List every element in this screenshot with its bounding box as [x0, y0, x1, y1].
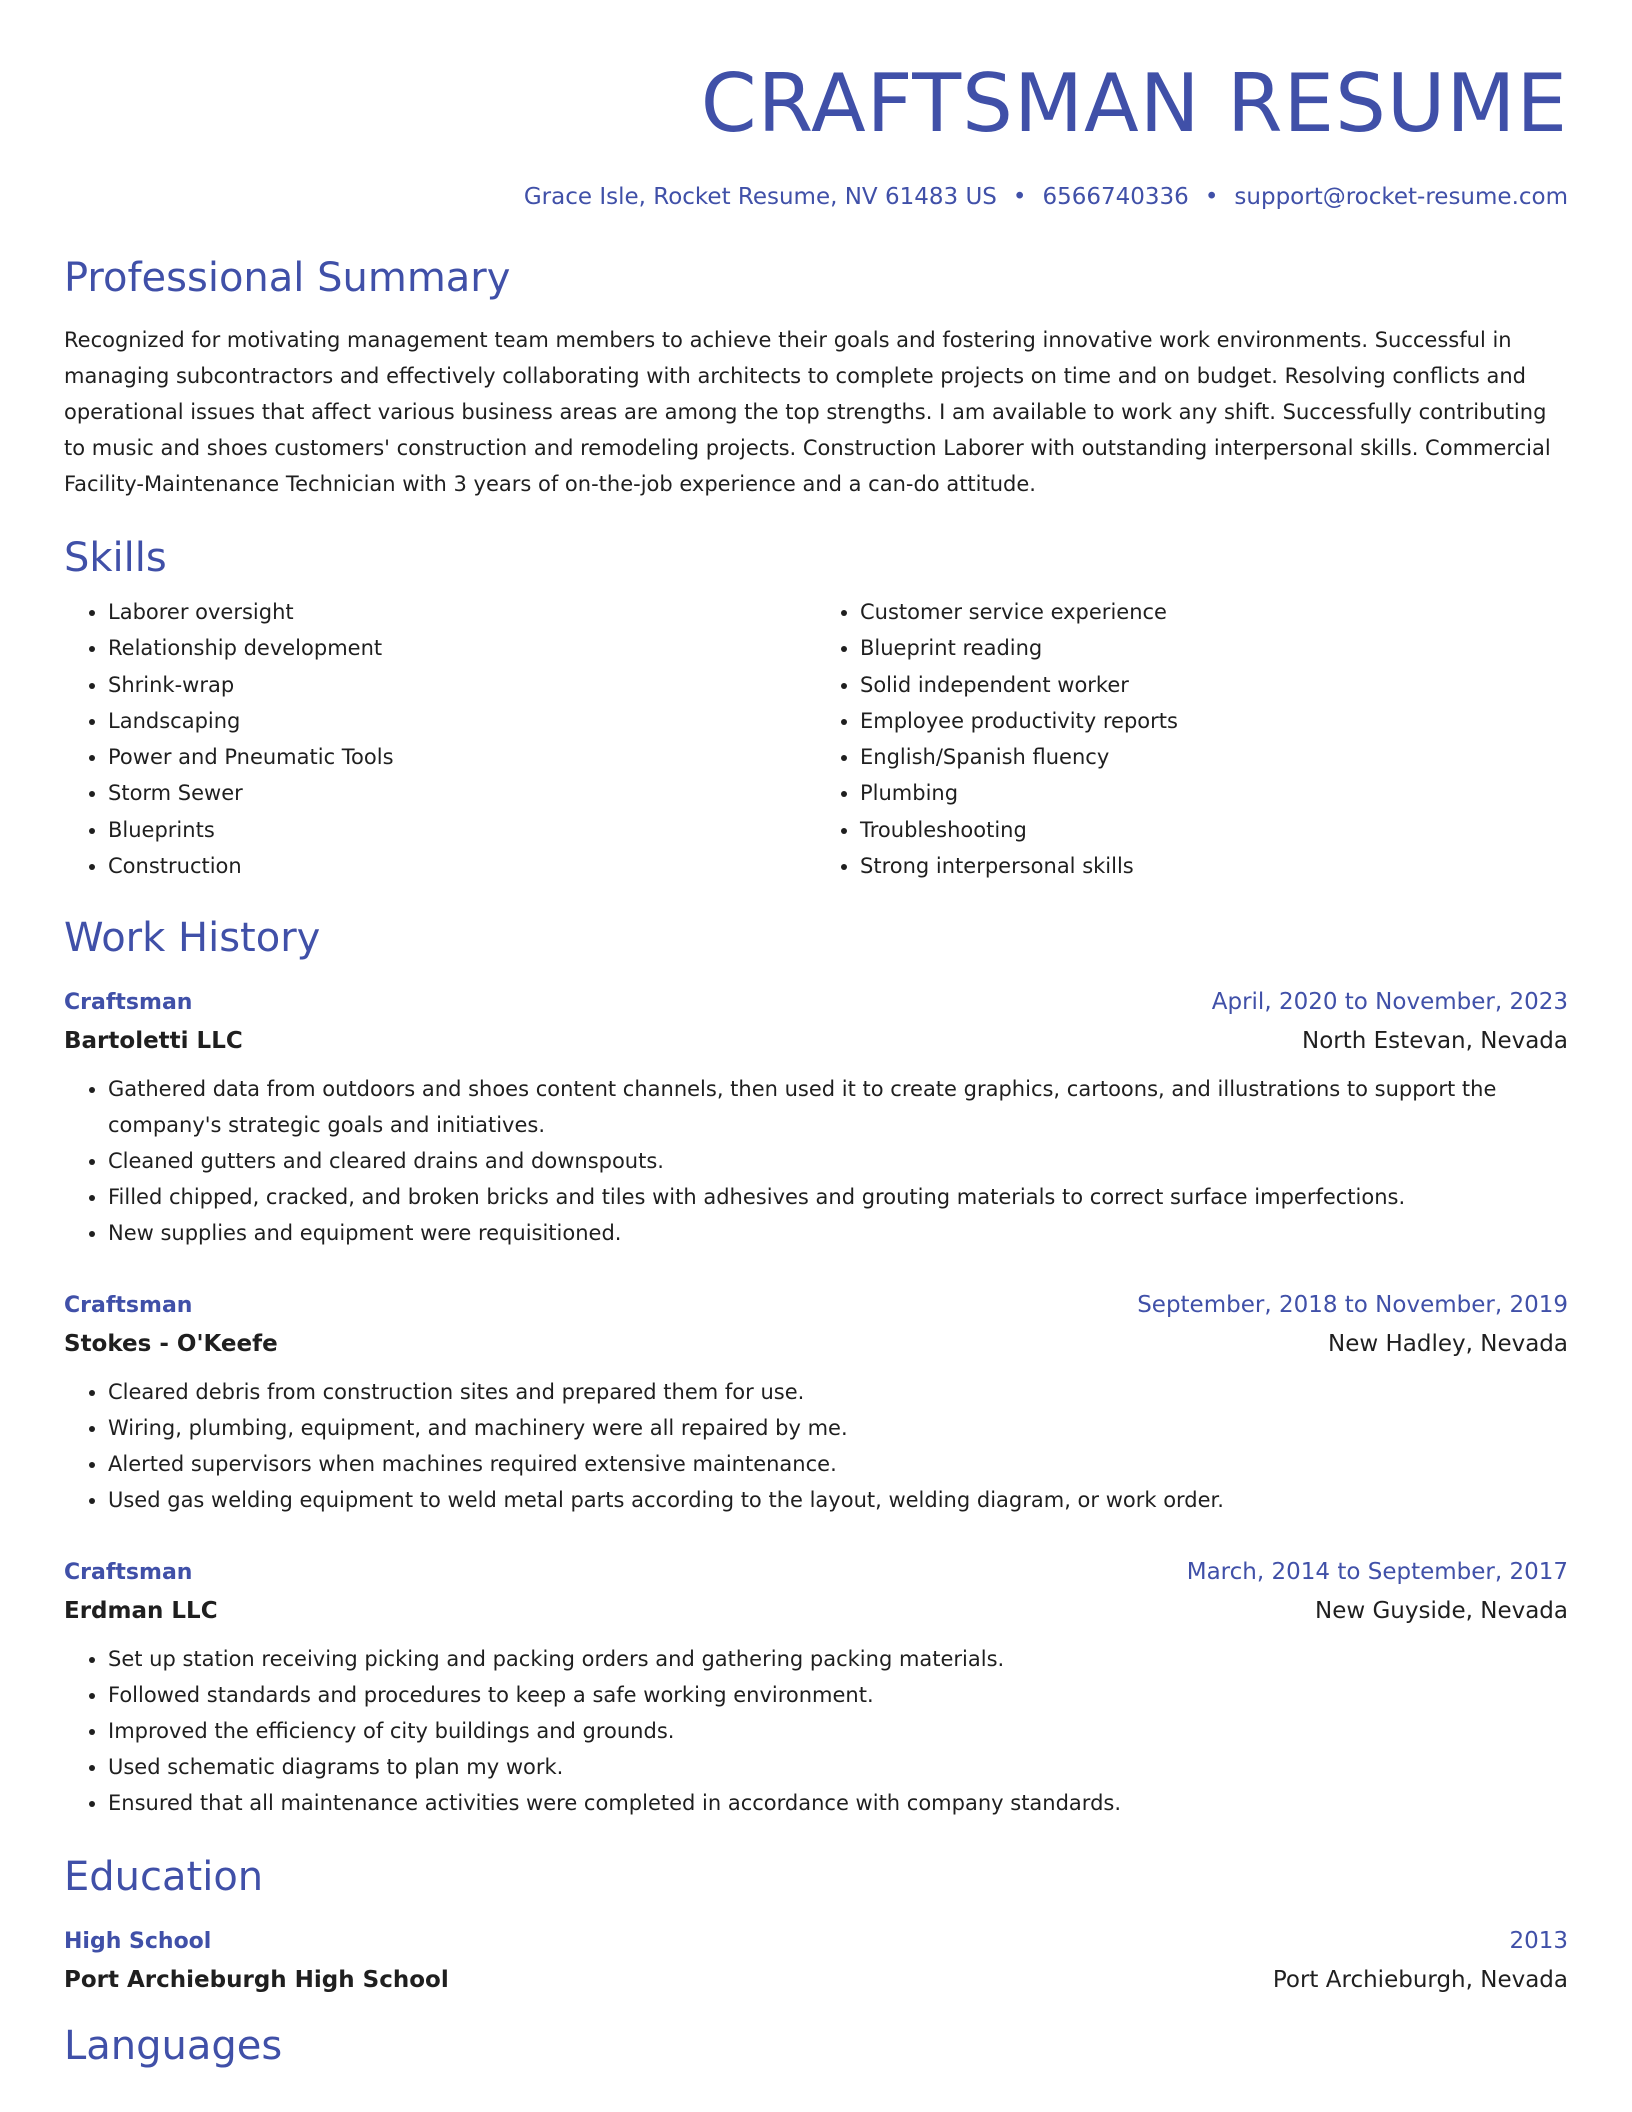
job-dates: April, 2020 to November, 2023	[1211, 989, 1568, 1016]
skill-item: • Customer service experience	[860, 594, 1568, 630]
skills-heading: Skills	[64, 535, 167, 581]
job-bullet: • Followed standards and procedures to keep a safe working environment.	[108, 1677, 1568, 1713]
job-bullet: • Ensured that all maintenance activities were completed in accordance with company standards.	[108, 1785, 1568, 1821]
job-bullets	[64, 1641, 1568, 1821]
job-title-row	[64, 1287, 1568, 1324]
summary-heading: Professional Summary	[64, 255, 511, 301]
work-history-heading: Work History	[64, 915, 321, 962]
job-bullet: • Set up station receiving picking and packing orders and gathering packing materials.	[108, 1641, 1568, 1677]
skill-item: • Shrink-wrap	[108, 667, 816, 703]
contact-separator: •	[1204, 184, 1219, 210]
education-degree: High School	[64, 1929, 212, 1955]
education-section	[64, 1853, 1568, 2000]
job-title-row	[64, 984, 1568, 1021]
skills-right-list	[816, 594, 1568, 884]
job-company-row	[64, 1324, 1568, 1364]
languages-heading: Languages	[64, 2023, 283, 2070]
education-school-row	[64, 1960, 1568, 2000]
job-title: Craftsman	[64, 1293, 193, 1319]
education-heading: Education	[64, 1854, 264, 1901]
resume-header	[64, 56, 1568, 212]
skill-item: • Solid independent worker	[860, 667, 1568, 703]
languages-section	[64, 2022, 1568, 2070]
job-entry	[64, 984, 1568, 1251]
job-title: Craftsman	[64, 990, 193, 1016]
skill-item: • Landscaping	[108, 703, 816, 739]
contact-separator: •	[1012, 184, 1027, 210]
job-company: Stokes - O'Keefe	[64, 1331, 278, 1358]
job-bullet: • Gathered data from outdoors and shoes content channels, then used it to create graphics, cartoons, and illustrations to support the company's strategic goals and initiatives.	[108, 1071, 1568, 1143]
job-bullets	[64, 1374, 1568, 1518]
job-bullet: • Wiring, plumbing, equipment, and machinery were all repaired by me.	[108, 1410, 1568, 1446]
job-bullet: • Improved the efficiency of city buildings and grounds.	[108, 1713, 1568, 1749]
job-bullets	[64, 1071, 1568, 1251]
contact-address: Grace Isle, Rocket Resume, NV 61483 US	[523, 184, 997, 210]
job-location: New Hadley, Nevada	[1328, 1331, 1568, 1358]
education-school: Port Archieburgh High School	[64, 1967, 449, 1994]
skills-section	[64, 534, 1568, 884]
job-bullet: • Cleaned gutters and cleared drains and downspouts.	[108, 1143, 1568, 1179]
job-entry	[64, 1554, 1568, 1821]
education-entry	[64, 1923, 1568, 2000]
job-entry	[64, 1287, 1568, 1518]
skill-item: • Construction	[108, 848, 816, 884]
skill-item: • Blueprints	[108, 812, 816, 848]
job-company-row	[64, 1021, 1568, 1061]
job-title-row	[64, 1554, 1568, 1591]
summary-section	[64, 254, 1568, 502]
skill-item: • Troubleshooting	[860, 812, 1568, 848]
contact-phone: 6566740336	[1042, 184, 1189, 210]
skill-item: • Storm Sewer	[108, 775, 816, 811]
job-location: New Guyside, Nevada	[1315, 1598, 1568, 1625]
job-bullet: • Used gas welding equipment to weld metal parts according to the layout, welding diagram, or work order.	[108, 1482, 1568, 1518]
job-title: Craftsman	[64, 1560, 193, 1586]
skill-item: • English/Spanish fluency	[860, 739, 1568, 775]
skills-columns	[64, 594, 1568, 884]
job-bullet: • Filled chipped, cracked, and broken bricks and tiles with adhesives and grouting materials to correct surface imperfections.	[108, 1179, 1568, 1215]
job-bullet: • Cleared debris from construction sites and prepared them for use.	[108, 1374, 1568, 1410]
summary-text: Recognized for motivating management team members to achieve their goals and fostering innovative work environments. Successful in managing subcontractors and effectively collaborating with architects to complete projects on time and on budget. Resolving conflicts and operational issues that affect various business areas are among the top strengths. I am available to work any shift. Successfully contributing to music and shoes customers' construction and remodeling projects. Construction Laborer with outstanding interpersonal skills. Commercial Facility-Maintenance Technician with 3 years of on-the-job experience and a can-do attitude.	[64, 328, 1551, 496]
skill-item: • Plumbing	[860, 775, 1568, 811]
job-company: Erdman LLC	[64, 1598, 218, 1625]
job-bullet: • Alerted supervisors when machines required extensive maintenance.	[108, 1446, 1568, 1482]
work-history-section	[64, 914, 1568, 1821]
skill-item: • Employee productivity reports	[860, 703, 1568, 739]
resume-title: CRAFTSMAN RESUME	[700, 57, 1568, 150]
skills-left-list	[64, 594, 816, 884]
job-company: Bartoletti LLC	[64, 1028, 243, 1055]
job-dates: September, 2018 to November, 2019	[1137, 1292, 1568, 1319]
job-company-row	[64, 1591, 1568, 1631]
job-dates: March, 2014 to September, 2017	[1186, 1559, 1568, 1586]
job-location: North Estevan, Nevada	[1302, 1028, 1568, 1055]
education-year: 2013	[1509, 1928, 1568, 1955]
skill-item: • Power and Pneumatic Tools	[108, 739, 816, 775]
education-degree-row	[64, 1923, 1568, 1960]
skill-item: • Relationship development	[108, 630, 816, 666]
contact-email[interactable]: support@rocket-resume.com	[1234, 184, 1568, 210]
skill-item: • Blueprint reading	[860, 630, 1568, 666]
job-bullet: • Used schematic diagrams to plan my work.	[108, 1749, 1568, 1785]
skill-item: • Strong interpersonal skills	[860, 848, 1568, 884]
contact-line	[64, 182, 1568, 212]
education-location: Port Archieburgh, Nevada	[1272, 1967, 1568, 1994]
skill-item: • Laborer oversight	[108, 594, 816, 630]
job-bullet: • New supplies and equipment were requisitioned.	[108, 1215, 1568, 1251]
